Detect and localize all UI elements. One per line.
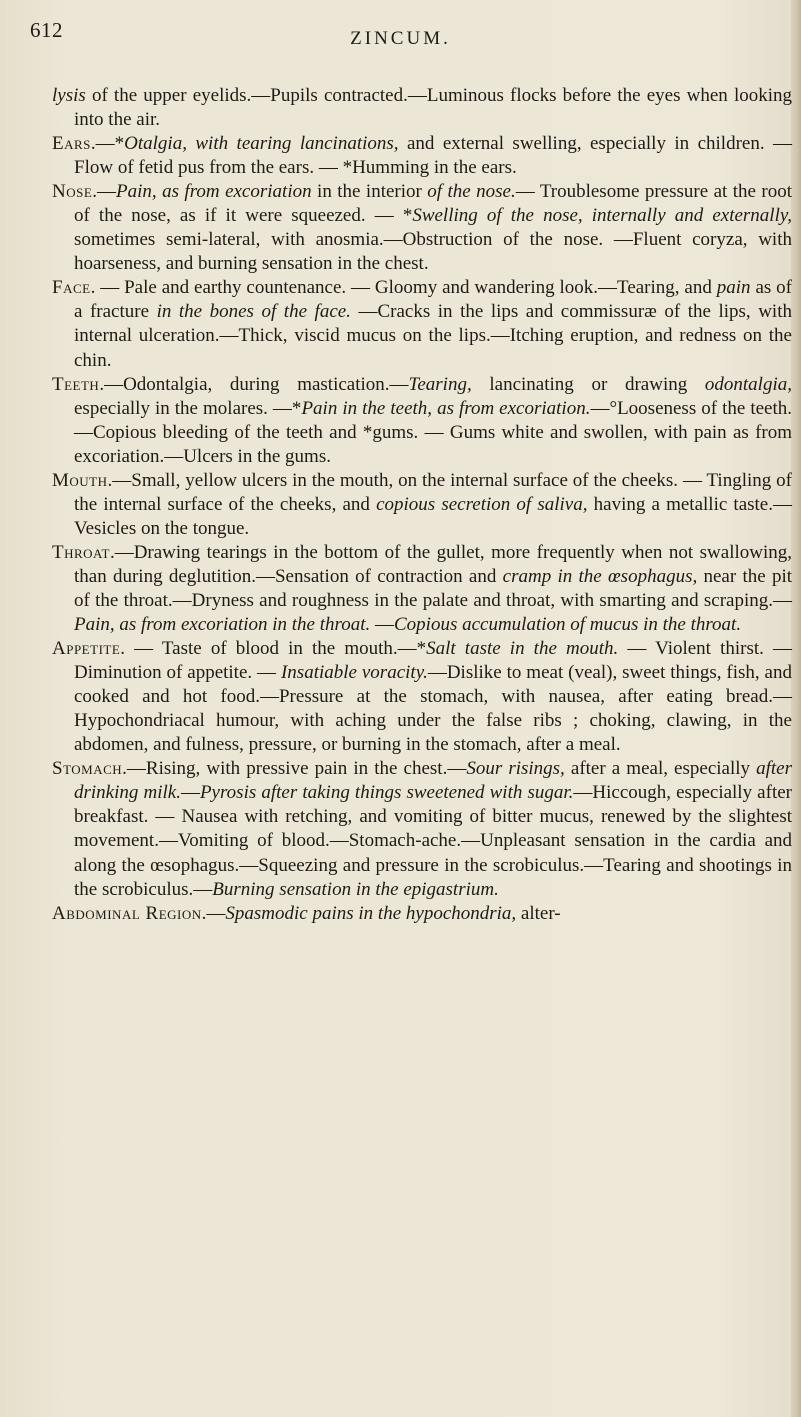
italic-text: Pain, as from excoriation xyxy=(116,181,312,203)
text-run: — xyxy=(180,782,200,804)
text-run: in the interior xyxy=(311,181,428,203)
section-label: Face xyxy=(52,277,91,299)
paragraph-teeth xyxy=(52,373,792,469)
text-run: .— xyxy=(92,181,117,203)
italic-text: odontalgia, xyxy=(704,373,792,395)
text-run: having a metallic taste.— Vesicles on the tongue. xyxy=(74,493,792,539)
text-run: of the upper eyelids.—Pupils contracted.—Luminous flocks before the eyes when looking into the air. xyxy=(74,85,792,131)
text-run: alter- xyxy=(516,902,561,924)
italic-text: in the bones of the face. xyxy=(156,301,351,323)
section-label: Throat xyxy=(52,541,110,563)
italic-text: lysis xyxy=(52,85,86,106)
body-text xyxy=(52,84,792,926)
page-number: 612 xyxy=(30,18,63,42)
paragraph-continuation xyxy=(52,84,792,132)
italic-text: Otalgia, with tearing lancinations, xyxy=(124,133,399,155)
text-run: after a meal, especially xyxy=(564,758,757,780)
paragraph-nose xyxy=(52,180,792,276)
italic-text: of the nose. xyxy=(427,181,516,203)
section-label: Abdominal Region xyxy=(52,902,202,924)
text-run: .—Drawing tearings in the bottom of the gullet, more frequently when not swallowing, than during deglutition.—Sensation of contraction and xyxy=(74,541,792,587)
text-run: as of a fracture xyxy=(74,277,792,323)
paragraph-appetite xyxy=(52,637,792,757)
text-run: sometimes semi-lateral, with anosmia.—Obstruction of the nose. —Fluent coryza, with hoarseness, and burning sensation in the chest. xyxy=(74,229,792,275)
italic-text: Sour risings, xyxy=(466,758,565,780)
section-label: Stomach xyxy=(52,758,123,780)
section-label: Nose xyxy=(52,181,93,203)
paragraph-abdominal-region xyxy=(52,902,792,926)
italic-text: Spasmodic pains in the hypochondria, xyxy=(225,902,517,924)
running-head: ZINCUM. xyxy=(350,28,451,49)
italic-text: Salt taste in the mouth. xyxy=(426,638,619,660)
text-run: . — Pale and earthy countenance. — Gloomy and wandering look.—Tearing, and xyxy=(90,277,717,299)
italic-text: Copious accumulation of mucus in the throat. xyxy=(394,614,742,636)
text-run: and external swelling, especially in children. — Flow of fetid pus from the ears. — *Humming in the ears. xyxy=(74,133,792,179)
italic-text: Pain, as from excoriation in the throat. xyxy=(74,614,371,636)
text-run: .— xyxy=(201,902,226,924)
text-run: —°Looseness of the teeth.—Copious bleeding of the teeth and *gums. — Gums white and swollen, with pain as from excoriation.—Ulcers in the gums. xyxy=(74,397,792,467)
section-label: Ears xyxy=(52,133,91,155)
paragraph-stomach xyxy=(52,757,792,901)
section-label: Mouth xyxy=(52,469,108,491)
paragraph-mouth xyxy=(52,469,792,541)
text-run: — xyxy=(370,614,394,636)
italic-text: Swelling of the nose, internally and externally, xyxy=(412,205,792,227)
paragraph-throat xyxy=(52,541,792,637)
text-run: .—Odontalgia, during mastication.— xyxy=(99,373,409,395)
text-run: —Cracks in the lips and commissuræ of the lips, with internal ulceration.—Thick, viscid mucus on the lips.—Itching eruption, and redness on the chin. xyxy=(74,301,792,371)
italic-text: Pyrosis after taking things sweetened with sugar. xyxy=(199,782,574,804)
text-run: —Hiccough, especially after breakfast. — Nausea with retching, and vomiting of bitter mucus, renewed by the slightest movement.—Vomiting of blood.—Stomach-ache.—Unpleasant sensation in the cardia and along the œsophagus.—Squeezing and pressure in the scrobiculus.—Tearing and shootings in the scrobiculus.— xyxy=(74,782,792,900)
italic-text: Insatiable voracity. xyxy=(280,662,428,684)
paragraph-ears xyxy=(52,132,792,180)
text-run: .—Small, yellow ulcers in the mouth, on the internal surface of the cheeks. — Tingling of the internal surface of the cheeks, and xyxy=(74,469,792,515)
italic-text: Burning sensation in the epigastrium. xyxy=(212,878,499,900)
italic-text: Pain in the teeth, as from excoriation. xyxy=(301,397,591,419)
italic-text: Tearing, xyxy=(408,373,472,395)
italic-text: pain xyxy=(716,277,751,299)
section-label: Teeth xyxy=(52,373,100,395)
text-run: — Violent thirst. — Diminution of appetite. — xyxy=(74,638,792,684)
paragraph-face xyxy=(52,276,792,372)
italic-text: copious secretion of saliva, xyxy=(376,493,588,515)
italic-text: after drinking milk. xyxy=(74,758,792,804)
text-run: .—* xyxy=(90,133,125,155)
text-run: lancinating or drawing xyxy=(471,373,705,395)
text-run: — Troublesome pressure at the root of the nose, as if it were squeezed. — * xyxy=(74,181,793,227)
text-run: .—Rising, with pressive pain in the chest.— xyxy=(122,758,467,780)
text-run: —Dislike to meat (veal), sweet things, fish, and cooked and hot food.—Pressure at the stomach, with nausea, after eating bread.—Hypochondriacal humour, with aching under the false ribs ; choking, clawing, in the abdomen, and fulness, pressure, or burning in the stomach, after a meal. xyxy=(74,662,792,756)
text-run: especially in the molares. —* xyxy=(74,397,302,419)
italic-text: cramp in the œsophagus, xyxy=(502,565,698,587)
section-label: Appetite xyxy=(52,638,121,660)
text-run: near the pit of the throat.—Dryness and roughness in the palate and throat, with smarting and scraping.— xyxy=(74,565,792,611)
page-edge-shadow xyxy=(791,0,801,1417)
text-run: . — Taste of blood in the mouth.—* xyxy=(120,638,427,660)
